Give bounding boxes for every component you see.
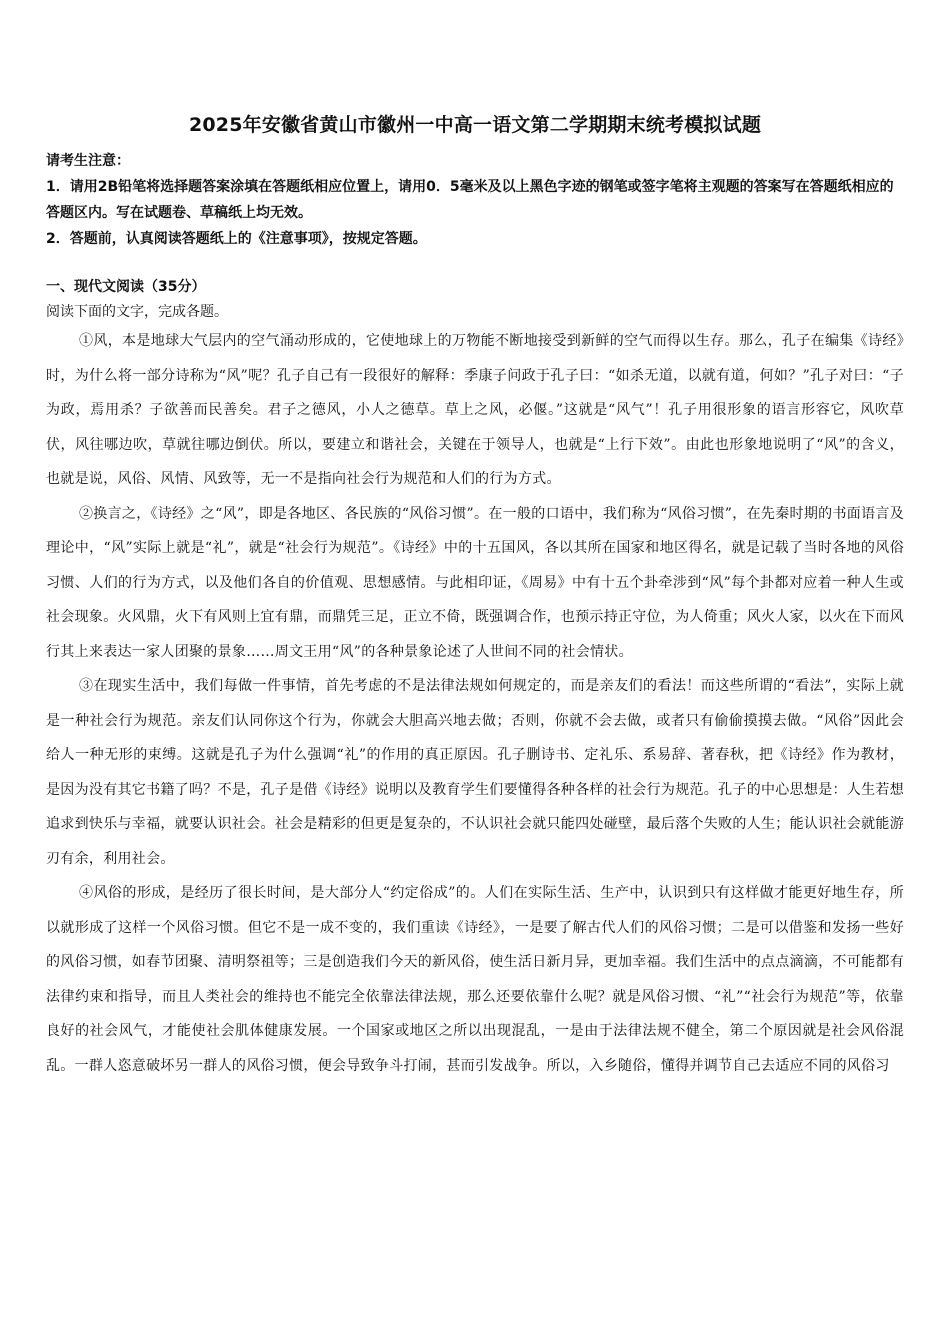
notice-heading: 请考生注意： — [46, 153, 130, 169]
section-heading: 一、现代文阅读（35分） — [46, 279, 206, 295]
passage-paragraph-4: ④风俗的形成，是经历了很长时间，是大部分人“约定俗成”的。人们在实际生活、生产中，认识到只有这样做才能更好地生存，所以就形成了这样一个风俗习惯。但它不是一成不变的，我们重读《诗经》，一是要了解古代人们的风俗习惯；二是可以借鉴和发扬一些好的风俗习惯，如春节团聚、清明祭祖等；三是创造我们今天的新风俗，使生活日新月异，更加幸福。我们生活中的点点滴滴，不可能都有法律约束和指导，而且人类社会的维持也不能完全依靠法律法规，那么还要依靠什么呢？就是风俗习惯、“礼”“社会行为规范”等，依靠良好的社会风气，才能使社会肌体健康发展。一个国家或地区之所以出现混乱，一是由于法律法规不健全，第二个原因就是社会风俗混乱。一群人恣意破坏另一群人的风俗习惯，便会导致争斗打闹，甚而引发战争。所以，入乡随俗，懂得并调节自己去适应不同的风俗习 — [46, 885, 904, 1074]
notice-item-2: 2．答题前，认真阅读答题纸上的《注意事项》，按规定答题。 — [46, 231, 427, 247]
passage-paragraph-3: ③在现实生活中，我们每做一件事情，首先考虑的不是法律法规如何规定的，而是亲友们的看法！而这些所谓的“看法”，实际上就是一种社会行为规范。亲友们认同你这个行为，你就会大胆高兴地去做；否则，你就不会去做，或者只有偷偷摸摸去做。“风俗”因此会给人一种无形的束缚。这就是孔子为什么强调“礼”的作用的真正原因。孔子删诗书、定礼乐、系易辞、著春秋，把《诗经》作为教材，是因为没有其它书籍了吗？不是，孔子是借《诗经》说明以及教育学生们要懂得各种各样的社会行为规范。孔子的中心思想是：人生若想追求到快乐与幸福，就要认识社会。社会是精彩的但更是复杂的，不认识社会就只能四处碰壁，最后落个失败的人生；能认识社会就能游刃有余，利用社会。 — [46, 678, 904, 867]
passage-paragraph-2: ②换言之，《诗经》之“风”，即是各地区、各民族的“风俗习惯”。在一般的口语中，我们称为“风俗习惯”，在先秦时期的书面语言及理论中，“风”实际上就是“礼”，就是“社会行为规范”。《诗经》中的十五国风，各以其所在国家和地区得名，就是记载了当时各地的风俗习惯、人们的行为方式，以及他们各自的价值观、思想感情。与此相印证，《周易》中有十五个卦牵涉到“风”每个卦都对应着一种人生或社会现象。火风鼎，火下有风则上宜有鼎，而鼎凭三足，正立不倚，既强调合作，也预示持正守位，为人倚重；风火人家，以火在下而风行其上来表达一家人团聚的景象……周文王用“风”的各种景象论述了人世间不同的社会情状。 — [46, 505, 904, 660]
candidate-notice — [46, 148, 904, 252]
reading-passage — [46, 324, 904, 1083]
exam-title: 2025年安徽省黄山市徽州一中高一语文第二学期期末统考模拟试题 — [188, 114, 762, 136]
notice-item-1: 1．请用2B铅笔将选择题答案涂填在答题纸相应位置上，请用0．5毫米及以上黑色字迹的钢笔或签字笔将主观题的答案写在答题纸相应的答题区内。写在试题卷、草稿纸上均无效。 — [46, 179, 894, 221]
section-instruction: 阅读下面的文字，完成各题。 — [46, 304, 228, 320]
passage-paragraph-1: ①风，本是地球大气层内的空气涌动形成的，它使地球上的万物能不断地接受到新鲜的空气而得以生存。那么，孔子在编集《诗经》时，为什么将一部分诗称为“风”呢？孔子自己有一段很好的解释：季康子问政于孔子曰：“如杀无道，以就有道，何如？”孔子对曰：“子为政，焉用杀？子欲善而民善矣。君子之德风，小人之德草。草上之风，必偃。”这就是“风气”！孔子用很形象的语言形容它，风吹草伏，风往哪边吹，草就往哪边倒伏。所以，要建立和谐社会，关键在于领导人，也就是“上行下效”。由此也形象地说明了“风”的含义，也就是说，风俗、风情、风致等，无一不是指向社会行为规范和人们的行为方式。 — [46, 333, 904, 487]
